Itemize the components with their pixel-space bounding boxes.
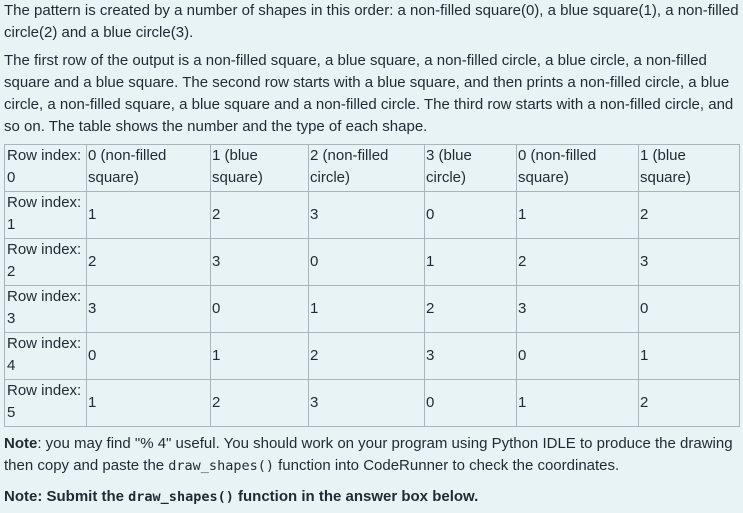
note-1-label: Note: [4, 435, 38, 452]
table-cell: 0: [517, 333, 639, 380]
table-cell: 0: [425, 192, 517, 239]
table-cell: 2: [425, 286, 517, 333]
intro-paragraph-2: The first row of the output is a non-filled square, a blue square, a non-filled circle, a blue circle, a non-filled square and a blue square. The second row starts with a blue square, and then prints a non-filled circle, a blue circle, a non-filled square, a blue square and a non-filled circle. The third row starts with a non-filled circle, and so on. The table shows the number and the type of each shape.: [4, 52, 734, 135]
table-cell: Row index: 3: [5, 286, 87, 333]
note-2-text-b: function in the answer box below.: [233, 488, 479, 505]
table-cell: 1: [425, 239, 517, 286]
table-cell: 3: [425, 333, 517, 380]
table-cell: 2: [211, 380, 309, 427]
notes: [4, 433, 739, 508]
table-cell: 3: [639, 239, 740, 286]
table-row: [5, 239, 740, 286]
table-cell: 3: [309, 380, 425, 427]
table-cell: 1: [87, 380, 211, 427]
pattern-table: [4, 144, 740, 427]
table-cell: 2: [639, 380, 740, 427]
table-cell: 0: [639, 286, 740, 333]
table-cell: Row index: 5: [5, 380, 87, 427]
table-cell: 0 (non-filled square): [517, 145, 639, 192]
table-cell: Row index: 2: [5, 239, 87, 286]
table-cell: 2: [517, 239, 639, 286]
note-2: [4, 486, 739, 508]
note-1-code: draw_shapes(): [168, 458, 274, 474]
note-1-text-b: function into CodeRunner to check the coordinates.: [273, 457, 620, 474]
table-cell: 3: [211, 239, 309, 286]
table-row: [5, 380, 740, 427]
table-cell: 1: [639, 333, 740, 380]
note-2-code: draw_shapes(): [128, 489, 234, 505]
table-cell: 0: [309, 239, 425, 286]
table-cell: 2: [211, 192, 309, 239]
table-cell: 0: [87, 333, 211, 380]
table-cell: 1: [517, 192, 639, 239]
table-cell: 3 (blue circle): [425, 145, 517, 192]
table-cell: 1 (blue square): [639, 145, 740, 192]
table-row: [5, 333, 740, 380]
table-cell: 3: [87, 286, 211, 333]
table-cell: Row index: 0: [5, 145, 87, 192]
table-cell: 1 (blue square): [211, 145, 309, 192]
note-1-text-a: : you may find "% 4" useful. You should work on your program using Python IDLE to produce the drawing then copy and paste the: [4, 435, 733, 474]
table-cell: 2: [87, 239, 211, 286]
note-2-text-a: Note: Submit the: [4, 488, 129, 505]
note-1: [4, 433, 739, 477]
table-cell: 3: [517, 286, 639, 333]
table-cell: 2: [309, 333, 425, 380]
table-cell: 1: [87, 192, 211, 239]
table-cell: 2: [639, 192, 740, 239]
intro-paragraph-1: The pattern is created by a number of shapes in this order: a non-filled square(0), a blue square(1), a non-filled circle(2) and a blue circle(3).: [4, 2, 739, 41]
table-cell: Row index: 4: [5, 333, 87, 380]
table-cell: Row index: 1: [5, 192, 87, 239]
table-cell: 0: [211, 286, 309, 333]
table-cell: 1: [211, 333, 309, 380]
table-cell: 1: [517, 380, 639, 427]
table-cell: 0 (non-filled square): [87, 145, 211, 192]
table-row: [5, 286, 740, 333]
table-cell: 1: [309, 286, 425, 333]
table-cell: 2 (non-filled circle): [309, 145, 425, 192]
table-row: [5, 192, 740, 239]
table-cell: 0: [425, 380, 517, 427]
table-header-row: [5, 145, 740, 192]
table-cell: 3: [309, 192, 425, 239]
